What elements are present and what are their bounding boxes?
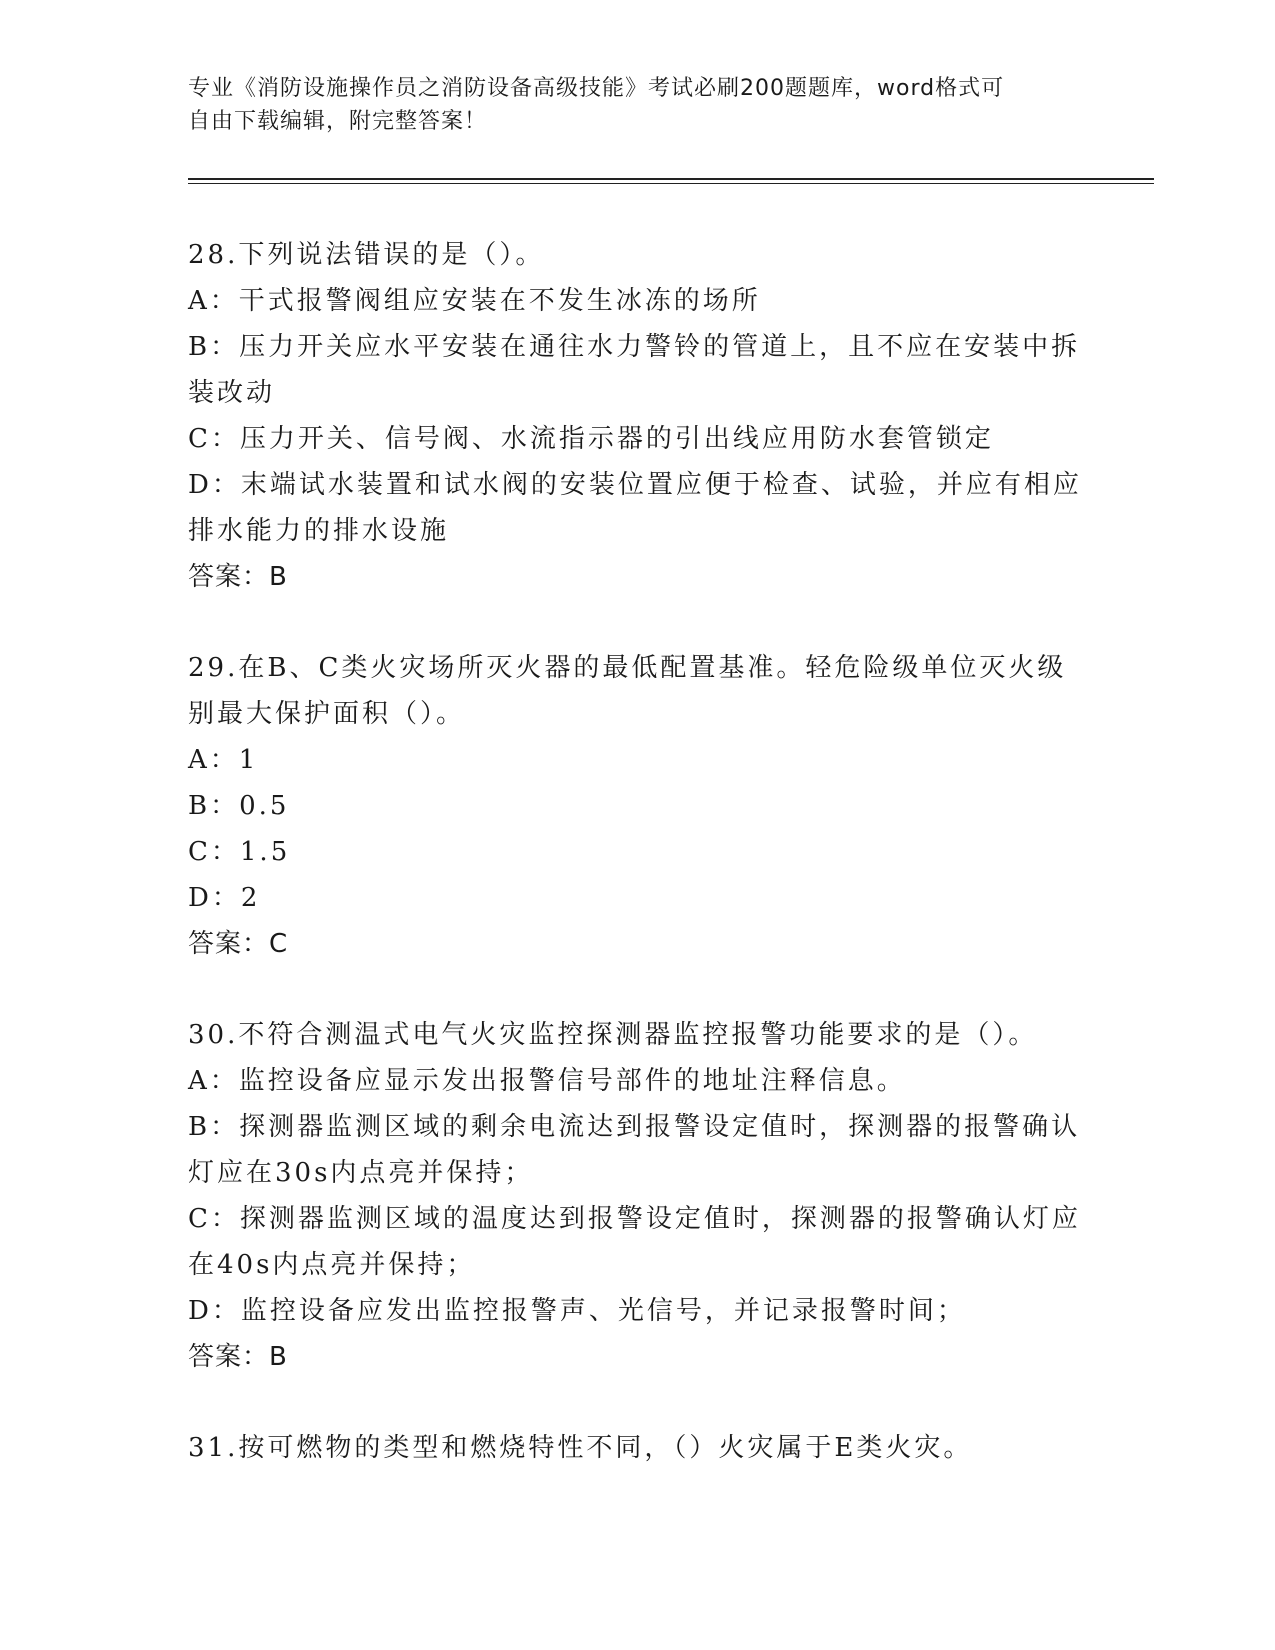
answer-key: 答案：B (188, 1342, 288, 1372)
answer-option: B：0.5 (188, 791, 290, 821)
answer-option: A：监控设备应显示发出报警信号部件的地址注释信息。 (188, 1066, 906, 1096)
question-block (188, 1425, 1088, 1471)
answer-option: 装改动 (188, 378, 276, 408)
answer-option: C：探测器监测区域的温度达到报警设定值时，探测器的报警确认灯应 (188, 1204, 1081, 1234)
answer-option: C：压力开关、信号阀、水流指示器的引出线应用防水套管锁定 (188, 424, 994, 454)
answer-option: 灯应在30s内点亮并保持； (188, 1158, 534, 1188)
answer-key: 答案：B (188, 562, 288, 592)
header-line-2: 自由下载编辑，附完整答案！ (188, 109, 488, 134)
answer-option: D：末端试水装置和试水阀的安装位置应便于检查、试验，并应有相应 (188, 470, 1082, 500)
answer-option: D：监控设备应发出监控报警声、光信号，并记录报警时间； (188, 1296, 966, 1326)
question-stem: 28.下列说法错误的是（）。 (188, 240, 545, 270)
answer-option: A：1 (188, 745, 259, 775)
question-stem: 31.按可燃物的类型和燃烧特性不同，（）火灾属于E类火灾。 (188, 1433, 973, 1463)
answer-key: 答案：C (188, 929, 289, 959)
question-stem: 别最大保护面积（）。 (188, 699, 466, 729)
answer-option: 在40s内点亮并保持； (188, 1250, 476, 1280)
answer-option: B：探测器监测区域的剩余电流达到报警设定值时，探测器的报警确认 (188, 1112, 1081, 1142)
question-block (188, 645, 1088, 967)
question-block (188, 232, 1088, 600)
header-line-1: 专业《消防设施操作员之消防设备高级技能》考试必刷200题题库，word格式可 (188, 76, 1005, 101)
answer-option: B：压力开关应水平安装在通往水力警铃的管道上，且不应在安装中拆 (188, 332, 1081, 362)
header-divider-thin (188, 183, 1154, 184)
answer-option: C：1.5 (188, 837, 291, 867)
answer-option: D：2 (188, 883, 261, 913)
answer-option: 排水能力的排水设施 (188, 516, 450, 546)
header-divider-thick (188, 178, 1154, 180)
answer-option: A：干式报警阀组应安装在不发生冰冻的场所 (188, 286, 761, 316)
question-stem: 29.在B、C类火灾场所灭火器的最低配置基准。轻危险级单位灭火级 (188, 653, 1067, 683)
question-block (188, 1012, 1088, 1380)
document-header (188, 72, 1088, 138)
question-list (188, 232, 1088, 1516)
question-stem: 30.不符合测温式电气火灾监控探测器监控报警功能要求的是（）。 (188, 1020, 1038, 1050)
